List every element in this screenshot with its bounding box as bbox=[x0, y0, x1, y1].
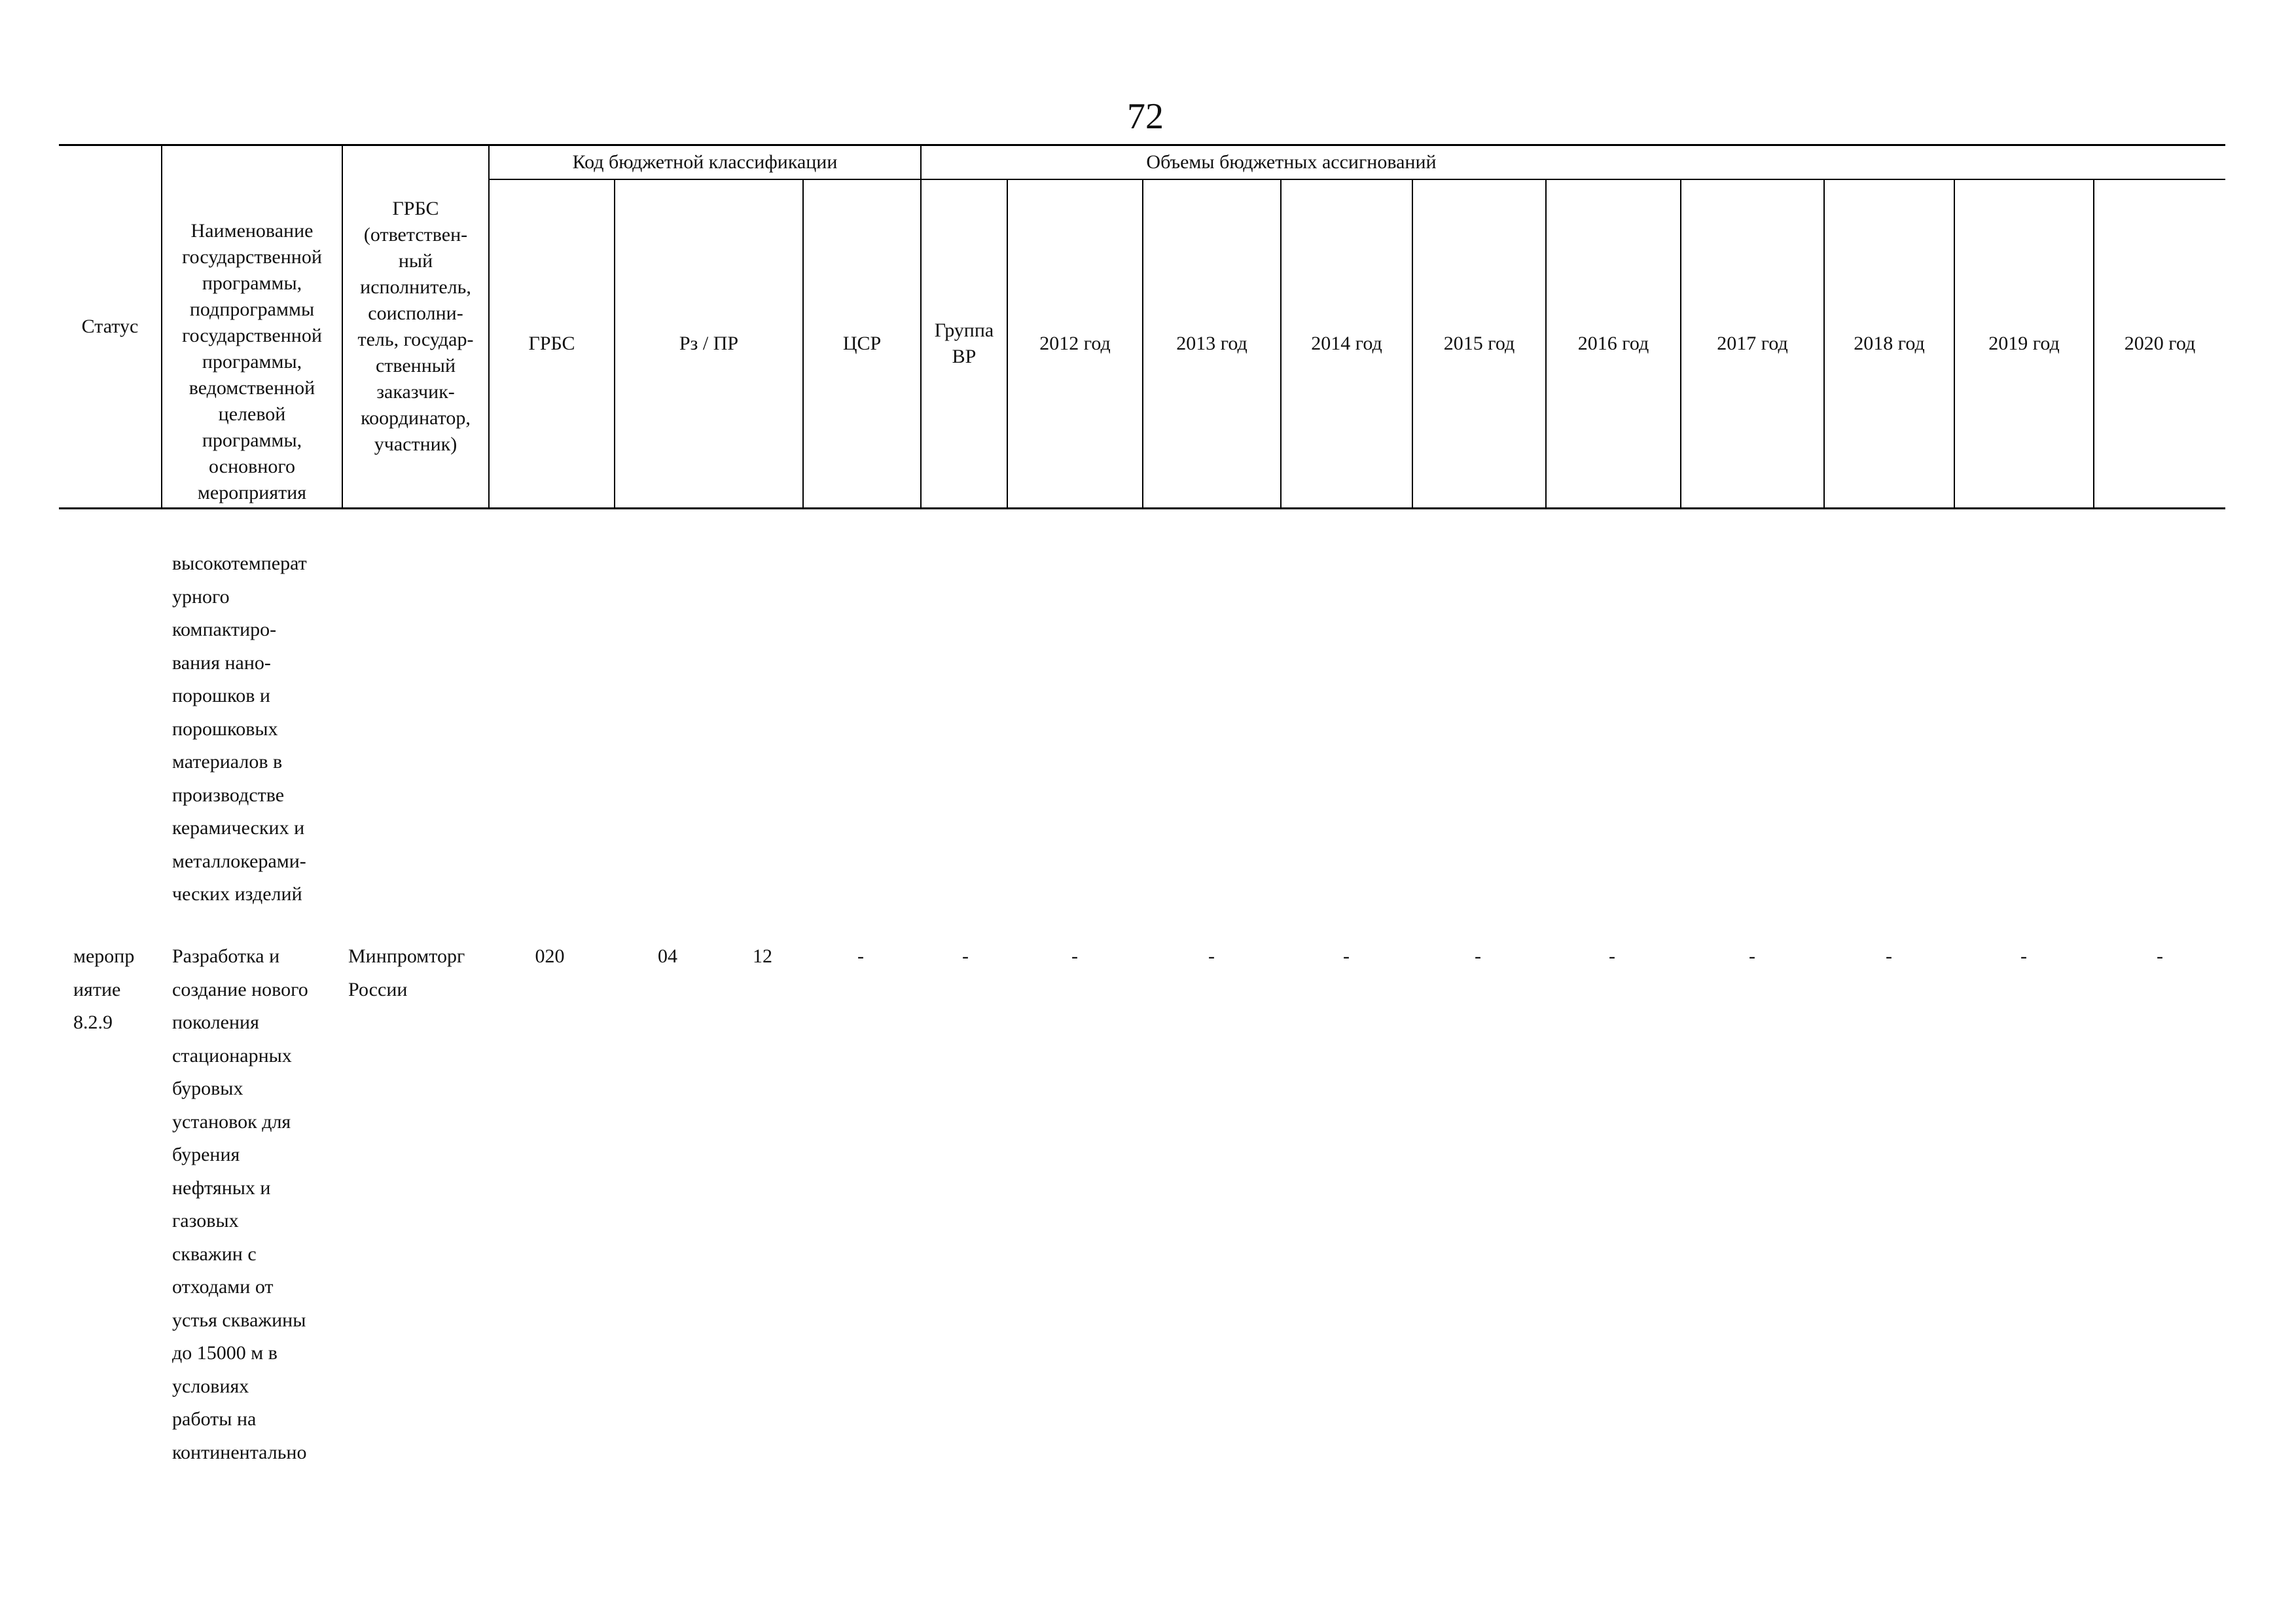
row-year-value: - bbox=[1208, 945, 1215, 967]
header-year: 2014 год bbox=[1311, 333, 1382, 354]
row-rz: 04 bbox=[658, 945, 677, 967]
row-year-value: - bbox=[1071, 945, 1078, 967]
header-csr: ЦСР bbox=[842, 333, 882, 354]
page-number: 72 bbox=[1127, 96, 1164, 137]
row-grbs: 020 bbox=[535, 945, 565, 967]
header-budget-code-group: Код бюджетной классификации bbox=[572, 151, 838, 173]
header-year: 2017 год bbox=[1717, 333, 1788, 354]
row-program-name: высокотемперат урного компактиро- вания нано- порошков и порошковых материалов в производстве керамических и металлокерами- ческих изделий bbox=[172, 553, 307, 905]
row-year-value: - bbox=[1886, 945, 1892, 967]
header-vr-group: Группа ВР bbox=[934, 319, 994, 367]
row-year-value: - bbox=[1475, 945, 1481, 967]
header-program-name: Наименование государственной программы, подпрограммы государственной программы, ведомственной целевой программы, основного мероприятия bbox=[182, 220, 322, 503]
header-status: Статус bbox=[81, 315, 139, 337]
header-budget-volumes-group: Объемы бюджетных ассигнований bbox=[1146, 151, 1437, 173]
header-year: 2020 год bbox=[2124, 333, 2196, 354]
row-program-name: Разработка и создание нового поколения стационарных буровых установок для бурения нефтяных и газовых скважин с отходами от устья скважины до 15000 м в условиях работы на континентально bbox=[172, 945, 308, 1463]
header-grbs: ГРБС bbox=[528, 333, 575, 354]
row-status: меропр иятие 8.2.9 bbox=[73, 945, 135, 1033]
header-grbs-executor: ГРБС (ответствен- ный исполнитель, соисполни- тель, государ- ственный заказчик- координатор, участник) bbox=[357, 197, 474, 455]
row-year-value: - bbox=[1749, 945, 1755, 967]
row-year-value: - bbox=[2020, 945, 2027, 967]
row-year-value: - bbox=[1609, 945, 1615, 967]
row-csr: - bbox=[857, 945, 864, 967]
row-grbs-executor: Минпромторг России bbox=[348, 945, 465, 1000]
row-vr: - bbox=[962, 945, 969, 967]
header-year: 2018 год bbox=[1854, 333, 1925, 354]
header-year: 2013 год bbox=[1176, 333, 1247, 354]
row-year-value: - bbox=[2157, 945, 2163, 967]
row-pr: 12 bbox=[753, 945, 772, 967]
header-rz-pr: Рз / ПР bbox=[679, 333, 739, 354]
row-year-value: - bbox=[1343, 945, 1350, 967]
header-year: 2015 год bbox=[1443, 333, 1515, 354]
header-year: 2016 год bbox=[1577, 333, 1649, 354]
header-year: 2012 год bbox=[1039, 333, 1111, 354]
header-year: 2019 год bbox=[1988, 333, 2060, 354]
